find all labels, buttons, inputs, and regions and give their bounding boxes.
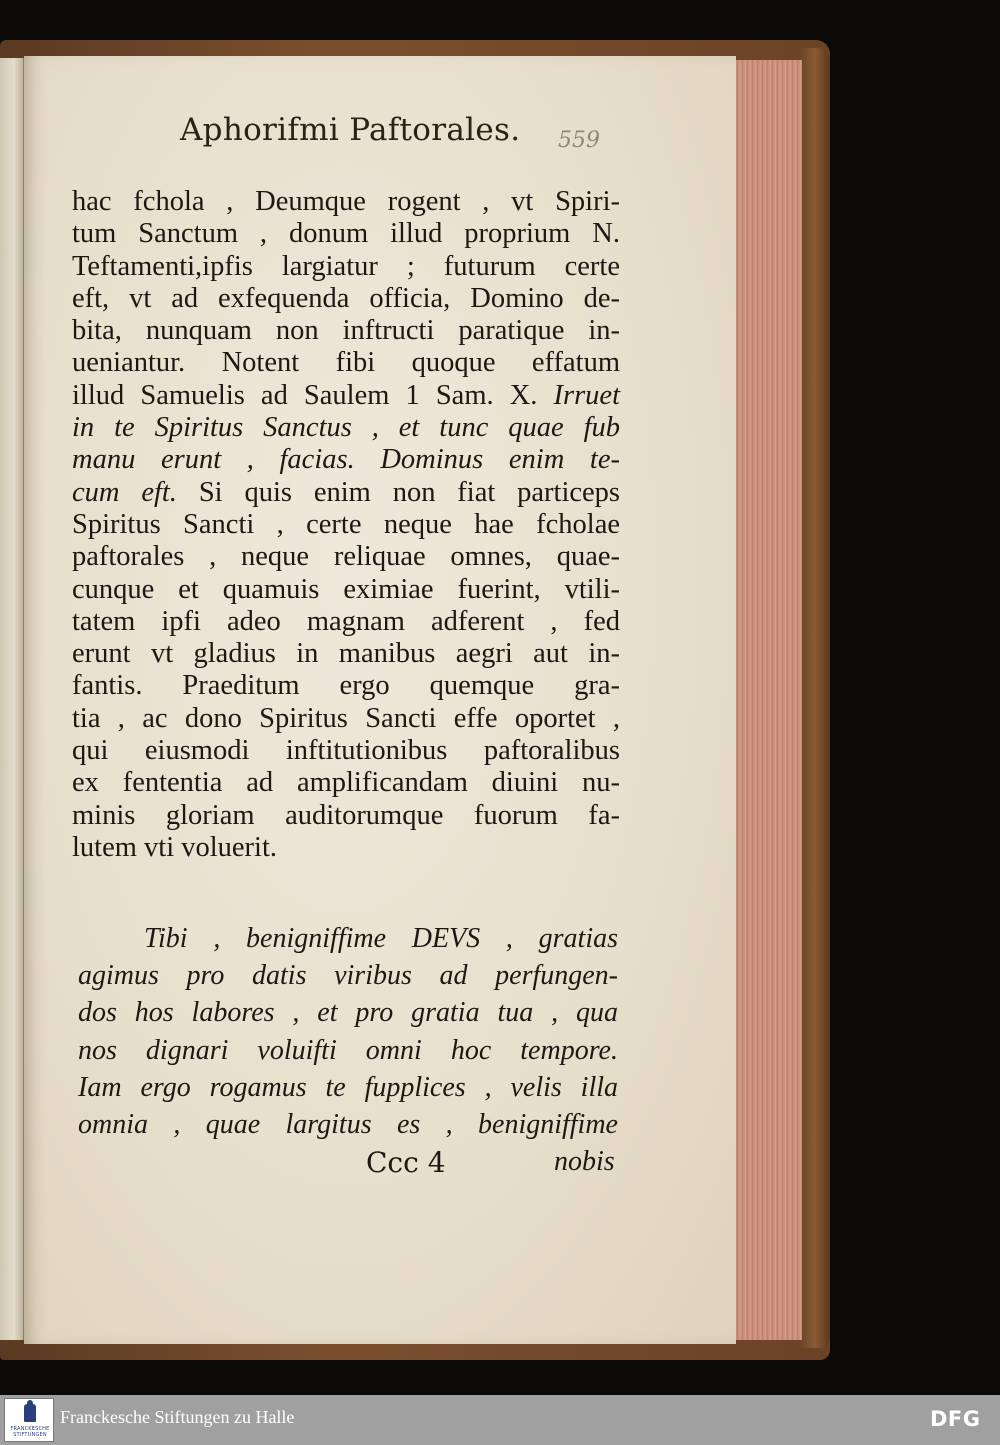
text-line: eft, vt ad exfequenda officia, Domino de- xyxy=(72,282,620,314)
prayer-line: Iam ergo rogamus te fupplices , velis illa xyxy=(78,1071,618,1103)
text-line: minis gloriam auditorumque fuorum fa- xyxy=(72,799,620,831)
text-line: ueniantur. Notent fibi quoque effatum xyxy=(72,347,620,379)
footer-bar xyxy=(0,1395,1000,1445)
text-line: bita, nunquam non inftructi paratique in- xyxy=(72,315,620,347)
quote-line xyxy=(72,412,620,444)
body-text xyxy=(72,186,620,864)
quote-segment: manu erunt , facias. Dominus enim te- xyxy=(72,444,620,476)
text-line: lutem vti voluerit. xyxy=(72,831,278,863)
prayer-line: agimus pro datis viribus ad perfungen- xyxy=(78,960,618,992)
prayer-line: omnia , quae largitus es , benigniffime xyxy=(78,1108,618,1140)
prayer-line: nos dignari voluifti omni hoc tempore. xyxy=(78,1034,618,1066)
text-line: erunt vt gladius in manibus aegri aut in- xyxy=(72,638,620,670)
text-line: qui eiusmodi inftitutionibus paftoralibus xyxy=(72,735,620,767)
text-line: Spiritus Sancti , certe neque hae fcholae xyxy=(72,508,620,540)
prayer-text xyxy=(78,920,618,1143)
institution-name[interactable]: Franckesche Stiftungen zu Halle xyxy=(60,1407,295,1427)
quote-segment: Irruet xyxy=(553,379,620,411)
text-line: hac fchola , Deumque rogent , vt Spiri- xyxy=(72,186,620,217)
text-line xyxy=(72,477,620,509)
text-line: cunque et quamuis eximiae fuerint, vtili- xyxy=(72,573,620,605)
text-line: fantis. Praeditum ergo quemque gra- xyxy=(72,670,620,702)
text-line: Teftamenti,ipfis largiatur ; futurum certe xyxy=(72,250,620,282)
institution-logo[interactable] xyxy=(4,1398,54,1442)
page-edges xyxy=(732,60,802,1340)
left-page-edge xyxy=(0,58,24,1340)
text-line: tum Sanctum , donum illud proprium N. xyxy=(72,218,620,250)
institution-emblem-icon xyxy=(24,1404,36,1422)
prayer-line: Tibi , benigniffime DEVS , gratias xyxy=(144,923,618,954)
text-line xyxy=(72,380,620,412)
text-line: tia , ac dono Spiritus Sancti effe oportet , xyxy=(72,702,620,734)
signature-mark: Ccc 4 xyxy=(366,1146,446,1179)
text-segment: illud Samuelis ad Saulem 1 Sam. X. xyxy=(72,379,554,411)
running-head: Aphorifmi Paftorales. xyxy=(180,112,521,148)
text-line: ex fententia ad amplificandam diuini nu- xyxy=(72,767,620,799)
text-line: tatem ipfi adeo magnam adferent , fed xyxy=(72,605,620,637)
page-number: 559 xyxy=(558,128,600,153)
prayer-line: dos hos labores , et pro gratia tua , qua xyxy=(78,997,618,1029)
text-segment: Si quis enim non fiat particeps xyxy=(176,476,621,508)
quote-line xyxy=(72,444,620,476)
institution-logo-text: FRANCKESCHE STIFTUNGEN xyxy=(10,1426,50,1438)
quote-segment: in te Spiritus Sanctus , et tunc quae fub xyxy=(72,412,620,444)
text-line: paftorales , neque reliquae omnes, quae- xyxy=(72,541,620,573)
quote-segment: cum eft. xyxy=(72,476,177,508)
dfg-logo[interactable]: DFG xyxy=(930,1407,981,1431)
book-spine xyxy=(800,48,830,1348)
catchword: nobis xyxy=(554,1146,615,1177)
